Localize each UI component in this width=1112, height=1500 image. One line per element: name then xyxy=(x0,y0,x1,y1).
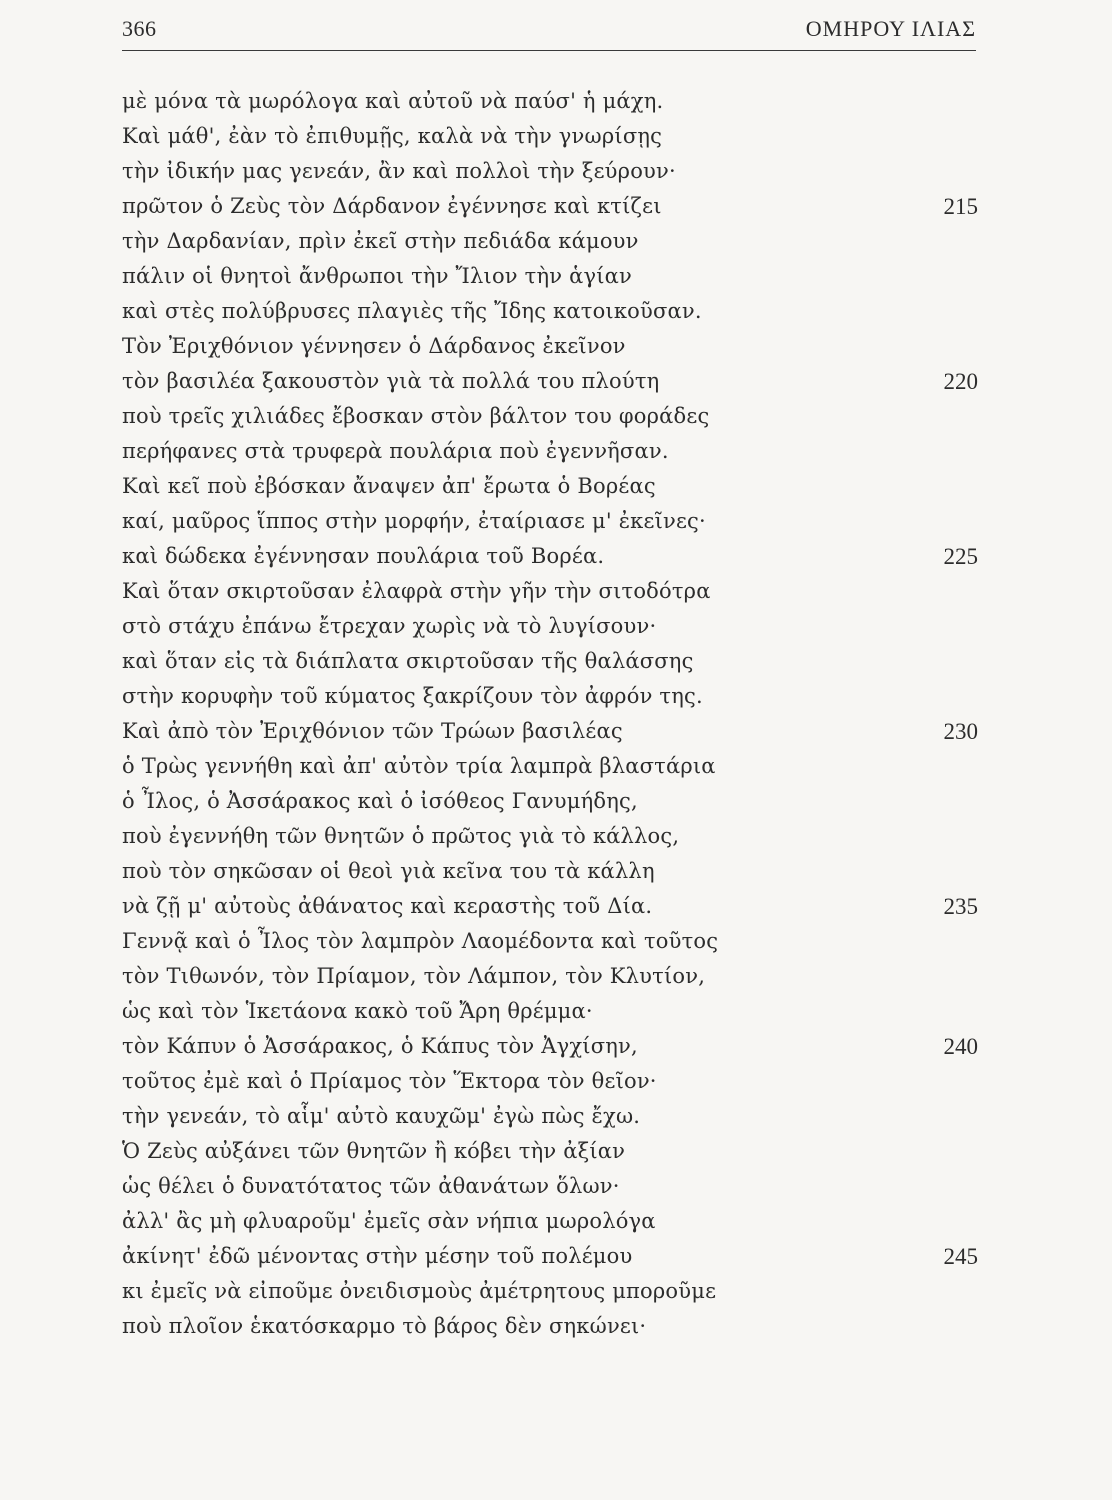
verse-line xyxy=(122,819,978,854)
verse-list xyxy=(122,84,978,1344)
verse-text: τὴν Δαρδανίαν, πρὶν ἐκεῖ στὴν πεδιάδα κάμουν xyxy=(122,229,639,253)
verse-line xyxy=(122,924,978,959)
verse-text: περήφανες στὰ τρυφερὰ πουλάρια ποὺ ἐγεννῆσαν. xyxy=(122,439,669,463)
verse-line xyxy=(122,364,978,399)
verse-text: Καὶ ἀπὸ τὸν Ἐριχθόνιον τῶν Τρώων βασιλέας xyxy=(122,719,623,743)
verse-text: κι ἐμεῖς νὰ εἰποῦμε ὀνειδισμοὺς ἀμέτρητους μποροῦμε xyxy=(122,1279,717,1303)
verse-text: νὰ ζῇ μ' αὐτοὺς ἀθάνατος καὶ κεραστὴς τοῦ Δία. xyxy=(122,894,653,918)
verse-text: Καὶ κεῖ ποὺ ἐβόσκαν ἄναψεν ἀπ' ἔρωτα ὁ Βορέας xyxy=(122,474,656,498)
line-number: 235 xyxy=(943,894,978,919)
verse-line xyxy=(122,749,978,784)
verse-text: ὁ Τρὼς γεννήθη καὶ ἀπ' αὐτὸν τρία λαμπρὰ βλαστάρια xyxy=(122,754,716,778)
verse-line xyxy=(122,1309,978,1344)
verse-line xyxy=(122,504,978,539)
verse-text: τὸν βασιλέα ξακουστὸν γιὰ τὰ πολλά του πλούτη xyxy=(122,369,660,393)
verse-text: καὶ στὲς πολύβρυσες πλαγιὲς τῆς Ἴδης κατοικοῦσαν. xyxy=(122,299,702,323)
verse-text: τὴν γενεάν, τὸ αἷμ' αὐτὸ καυχῶμ' ἐγὼ πὼς ἔχω. xyxy=(122,1104,641,1128)
verse-text: τὴν ἰδικήν μας γενεάν, ἂν καὶ πολλοὶ τὴν ξεύρουν· xyxy=(122,159,676,183)
verse-line xyxy=(122,1169,978,1204)
verse-line xyxy=(122,119,978,154)
verse-line xyxy=(122,539,978,574)
verse-line xyxy=(122,434,978,469)
verse-line xyxy=(122,994,978,1029)
verse-text: ὡς θέλει ὁ δυνατότατος τῶν ἀθανάτων ὅλων· xyxy=(122,1174,620,1198)
line-number: 215 xyxy=(943,194,978,219)
verse-text: στὴν κορυφὴν τοῦ κύματος ξακρίζουν τὸν ἀφρόν της. xyxy=(122,684,703,708)
verse-text: Καὶ μάθ', ἐὰν τὸ ἐπιθυμῇς, καλὰ νὰ τὴν γνωρίσῃς xyxy=(122,124,663,148)
verse-text: μὲ μόνα τὰ μωρόλογα καὶ αὐτοῦ νὰ παύσ' ἡ μάχη. xyxy=(122,89,664,113)
verse-text: τοῦτος ἐμὲ καὶ ὁ Πρίαμος τὸν Ἕκτορα τὸν θεῖον· xyxy=(122,1069,657,1093)
verse-text: Γεννᾷ καὶ ὁ Ἶλος τὸν λαμπρὸν Λαομέδοντα καὶ τοῦτος xyxy=(122,929,719,953)
verse-text: ποὺ τρεῖς χιλιάδες ἔβοσκαν στὸν βάλτον του φοράδες xyxy=(122,404,710,428)
verse-line xyxy=(122,959,978,994)
verse-line xyxy=(122,294,978,329)
verse-text: καὶ δώδεκα ἐγέννησαν πουλάρια τοῦ Βορέα. xyxy=(122,544,605,568)
verse-text: στὸ στάχυ ἐπάνω ἔτρεχαν χωρὶς νὰ τὸ λυγίσουν· xyxy=(122,614,657,638)
verse-line xyxy=(122,469,978,504)
verse-line xyxy=(122,329,978,364)
verse-line xyxy=(122,1064,978,1099)
verse-text: καί, μαῦρος ἵππος στὴν μορφήν, ἐταίριασε μ' ἐκεῖνες· xyxy=(122,509,706,533)
verse-text: ἀλλ' ἂς μὴ φλυαροῦμ' ἐμεῖς σὰν νήπια μωρολόγα xyxy=(122,1209,656,1233)
verse-text: Τὸν Ἐριχθόνιον γέννησεν ὁ Δάρδανος ἐκεῖνον xyxy=(122,334,626,358)
verse-line xyxy=(122,679,978,714)
verse-text: Καὶ ὅταν σκιρτοῦσαν ἐλαφρὰ στὴν γῆν τὴν σιτοδότρα xyxy=(122,579,711,603)
verse-text: πρῶτον ὁ Ζεὺς τὸν Δάρδανον ἐγέννησε καὶ κτίζει xyxy=(122,194,662,218)
verse-text: τὸν Τιθωνόν, τὸν Πρίαμον, τὸν Λάμπον, τὸν Κλυτίον, xyxy=(122,964,706,988)
verse-text: ποὺ πλοῖον ἑκατόσκαρμο τὸ βάρος δὲν σηκώνει· xyxy=(122,1314,647,1338)
running-title: ΟΜΗΡΟΥ ΙΛΙΑΣ xyxy=(805,16,976,41)
verse-line xyxy=(122,1029,978,1064)
line-number: 220 xyxy=(943,369,978,394)
verse-line xyxy=(122,259,978,294)
verse-text: ποὺ τὸν σηκῶσαν οἱ θεοὶ γιὰ κεῖνα του τὰ κάλλη xyxy=(122,859,655,883)
page-header xyxy=(122,14,976,51)
verse-text: ἀκίνητ' ἐδῶ μένοντας στὴν μέσην τοῦ πολέμου xyxy=(122,1244,633,1268)
verse-line xyxy=(122,84,978,119)
verse-line xyxy=(122,1099,978,1134)
verse-line xyxy=(122,889,978,924)
verse-line xyxy=(122,154,978,189)
verse-text: ποὺ ἐγεννήθη τῶν θνητῶν ὁ πρῶτος γιὰ τὸ κάλλος, xyxy=(122,824,680,848)
verse-line xyxy=(122,644,978,679)
verse-text: ὁ Ἶλος, ὁ Ἀσσάρακος καὶ ὁ ἰσόθεος Γανυμήδης, xyxy=(122,789,638,813)
verse-text: Ὁ Ζεὺς αὐξάνει τῶν θνητῶν ἢ κόβει τὴν ἀξίαν xyxy=(122,1139,626,1163)
verse-line xyxy=(122,854,978,889)
verse-line xyxy=(122,189,978,224)
verse-line xyxy=(122,714,978,749)
verse-line xyxy=(122,574,978,609)
verse-line xyxy=(122,1274,978,1309)
line-number: 240 xyxy=(943,1034,978,1059)
verse-text: καὶ ὅταν εἰς τὰ διάπλατα σκιρτοῦσαν τῆς θαλάσσης xyxy=(122,649,694,673)
line-number: 225 xyxy=(943,544,978,569)
line-number: 245 xyxy=(943,1244,978,1269)
verse-text: τὸν Κάπυν ὁ Ἀσσάρακος, ὁ Κάπυς τὸν Ἀγχίσην, xyxy=(122,1034,638,1058)
verse-line xyxy=(122,784,978,819)
page-number: 366 xyxy=(122,16,157,41)
verse-line xyxy=(122,609,978,644)
verse-line xyxy=(122,1204,978,1239)
verse-line xyxy=(122,399,978,434)
verse-line xyxy=(122,224,978,259)
verse-text: πάλιν οἱ θνητοὶ ἄνθρωποι τὴν Ἴλιον τὴν ἁγίαν xyxy=(122,264,632,288)
verse-text: ὡς καὶ τὸν Ἱκετάονα κακὸ τοῦ Ἄρη θρέμμα· xyxy=(122,999,593,1023)
verse-line xyxy=(122,1239,978,1274)
line-number: 230 xyxy=(943,719,978,744)
verse-line xyxy=(122,1134,978,1169)
